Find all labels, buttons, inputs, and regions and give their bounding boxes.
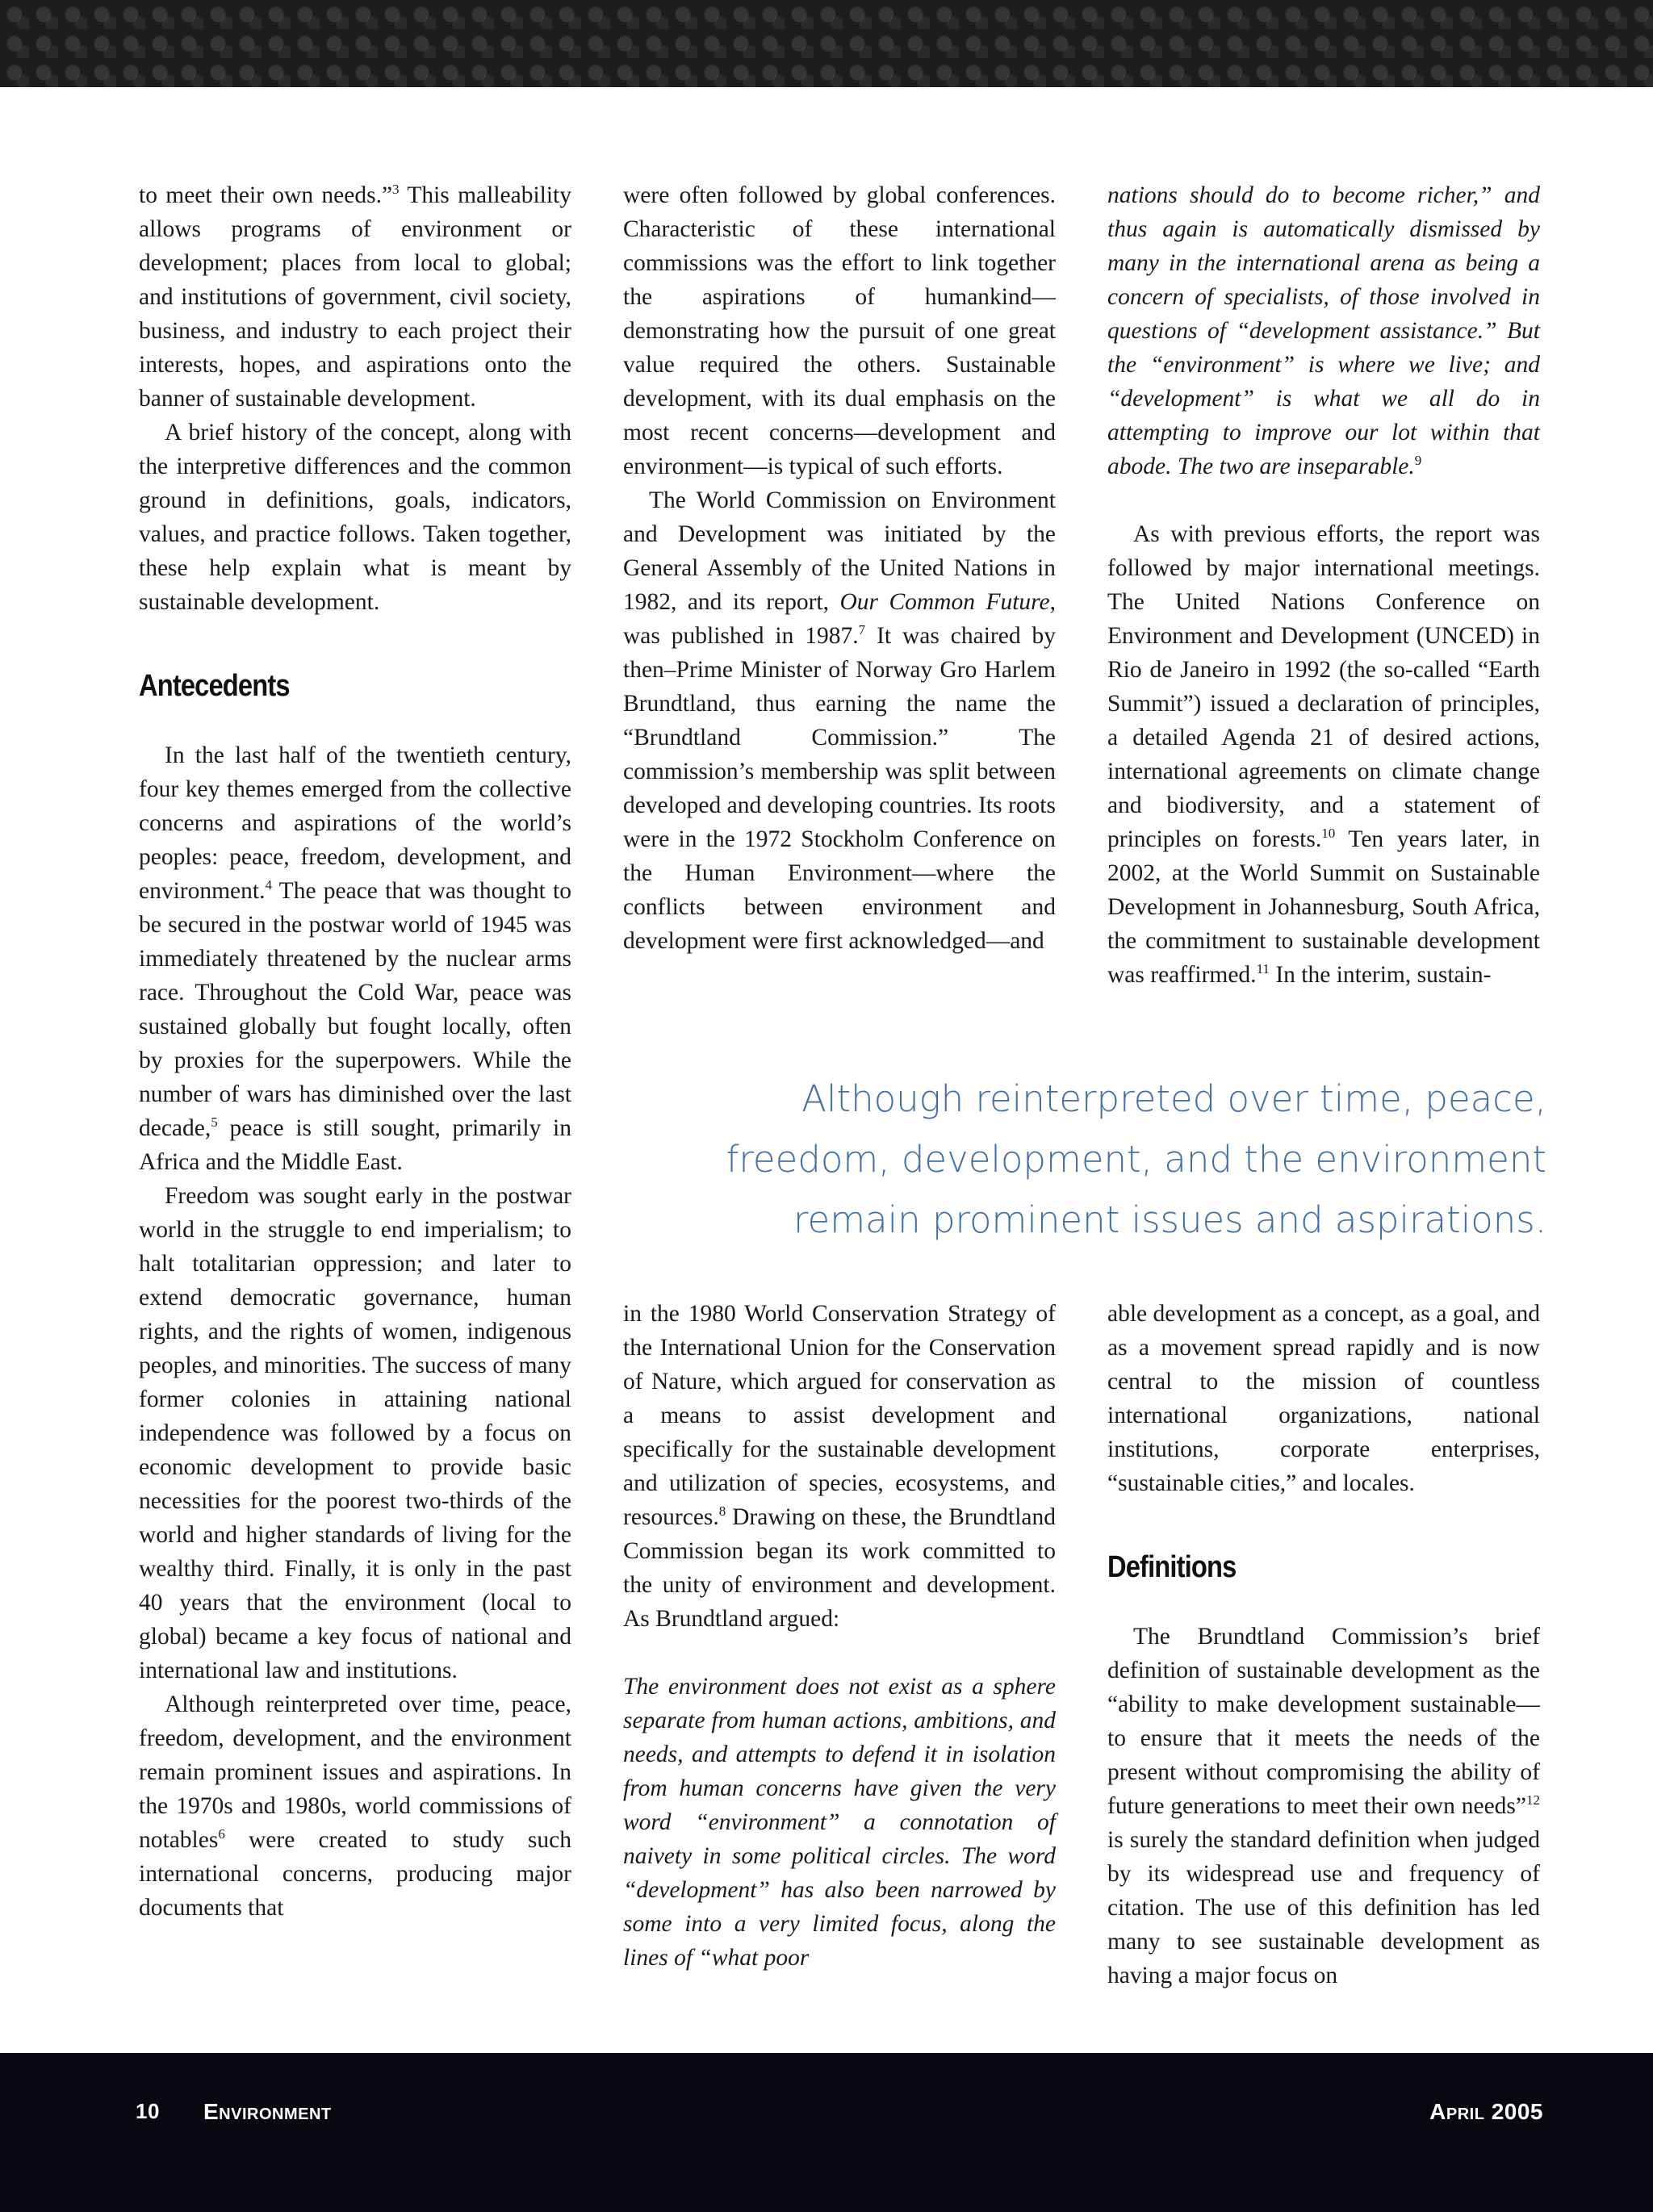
col3-paragraph-2: able development as a concept, as a goal, and as a movement spread rapidly and is now central to the mission of countless international organizations, national institutions, corporate enterprises, “sustainable cities,” and locales.: [1107, 1301, 1540, 1496]
footnote-ref: 5: [211, 1114, 218, 1131]
column-2-lower: [623, 1297, 1056, 1975]
section-heading-antecedents: Antecedents: [139, 669, 290, 703]
page-footer: [0, 2053, 1653, 2212]
pull-quote-line-3: remain prominent issues and aspirations.: [793, 1198, 1546, 1241]
col1-paragraph-3: In the last half of the twentieth century, four key themes emerged from the collective concerns and aspirations of the world’s peoples: peace, freedom, development, and environment.$^4$ The peace that was thought to be secured in the postwar world of 1945 was immediately threatened by the nuclear arms race. Throughout the Cold War, peace was sustained globally but fought locally, often by proxies for the superpowers. While the number of wars has diminished over the last decade,$^5$ peace is still sought, primarily in Africa and the Middle East.: [139, 742, 571, 1175]
footnote-ref: 8: [718, 1503, 726, 1520]
col2-paragraph-1: were often followed by global conferences. Characteristic of these international commissions was the effort to link together the aspirations of humankind—demonstrating how the pursuit of one great value required the others. Sustainable development, with its dual emphasis on the most recent concerns—development and environment—is typical of such efforts.: [623, 182, 1056, 479]
col1-paragraph-1: to meet their own needs.”$^3$ This malleability allows programs of environment or development; places from local to global; and institutions of government, civil society, business, and industry to each project their interests, hopes, and aspirations onto the banner of sustainable development.: [139, 182, 571, 412]
footnote-ref: 10: [1321, 826, 1336, 842]
footnote-ref: 4: [265, 877, 272, 893]
column-1: [139, 178, 571, 1925]
column-3-upper: [1107, 178, 1540, 992]
report-title: Our Common Future: [839, 589, 1050, 615]
col2-paragraph-3: in the 1980 World Conservation Strategy of the International Union for the Conservation of Nature, which argued for conservation as a means to assist development and specifically for the sustainable development and utilization of species, ecosystems, and resources.$^8$ Drawing on these, the Brundtland Commission began its work committed to the unity of environment and development. As Brundtland argued:: [623, 1301, 1056, 1632]
footnote-ref: 3: [392, 182, 400, 198]
footnote-ref: 9: [1414, 453, 1422, 469]
column-3-lower: [1107, 1297, 1540, 1992]
col2-paragraph-2: The World Commission on Environment and Development was initiated by the General Assembly of the United Nations in 1982, and its report, Our Common Future, was published in 1987.$^7$ It was chaired by then–Prime Minister of Norway Gro Harlem Brundtland, thus earning the name the “Brundtland Commission.” The commission’s membership was split between developed and developing countries. Its roots were in the 1972 Stockholm Conference on the Human Environment—where the conflicts between environment and development were first acknowledged—and: [623, 487, 1057, 954]
block-quote-end: nations should do to become richer,” and thus again is automatically dismissed by many in the international arena as being a concern of specialists, of those involved in questions of “development assistance.” But the “environment” is where we live; and “development” is what we all do in attempting to improve our lot within that abode. The two are inseparable.$^9$: [1107, 182, 1540, 479]
footnote-ref: 12: [1526, 1792, 1540, 1808]
col3-paragraph-3: The Brundtland Commission’s brief definition of sustainable development as the “ability to make development sustainable—to ensure that it meets the needs of the present without compromising the ability of future generations to meet their own needs”$^{12}$ is surely the standard definition when judged by its widespread use and frequency of citation. The use of this definition has led many to see sustainable development as having a major focus on: [1107, 1624, 1540, 1988]
magazine-name: Environment: [203, 2099, 332, 2124]
col3-paragraph-1: As with previous efforts, the report was followed by major international meetings. The United Nations Conference on Environment and Development (UNCED) in Rio de Janeiro in 1992 (the so-called “Earth Summit”) issued a declaration of principles, a detailed Agenda 21 of desired actions, international agreements on climate change and biodiversity, and a statement of principles on forests.$^{10}$ Ten years later, in 2002, at the World Summit on Sustainable Development in Johannesburg, South Africa, the commitment to sustainable development was reaffirmed.$^{11}$ In the interim, sustain-: [1107, 521, 1540, 988]
section-heading-definitions: Definitions: [1107, 1550, 1237, 1584]
footnote-ref: 11: [1256, 961, 1270, 977]
page-number: 10: [136, 2099, 160, 2123]
footnote-ref: 6: [218, 1826, 225, 1842]
col1-paragraph-4: Freedom was sought early in the postwar world in the struggle to end imperialism; to halt totalitarian oppression; and later to extend democratic governance, human rights, and the rights of women, indigenous peoples, and minorities. The success of many former colonies in attaining national independence was followed by a focus on economic development to provide basic necessities for the poorest two-thirds of the world and higher standards of living for the wealthy third. Finally, it is only in the past 40 years that the environment (local to global) became a key focus of national and international law and institutions.: [139, 1183, 571, 1683]
col1-paragraph-5: Although reinterpreted over time, peace, freedom, development, and the environment remain prominent issues and aspirations. In the 1970s and 1980s, world commissions of notables$^6$ were created to study such international concerns, producing major documents that: [139, 1691, 571, 1921]
col1-paragraph-2: A brief history of the concept, along with the interpretive differences and the common ground in definitions, goals, indicators, values, and practice follows. Taken together, these help explain what is meant by sustainable development.: [139, 420, 571, 615]
footnote-ref: 7: [858, 622, 866, 638]
block-quote-brundtland: The environment does not exist as a sphere separate from human actions, ambitions, and needs, and attempts to defend it in isolation from human concerns have given the very word “environment” a connotation of naivety in some political circles. The word “development” has also been narrowed by some into a very limited focus, along the lines of “what poor: [623, 1674, 1056, 1971]
pull-quote: [623, 1068, 1546, 1250]
issue-date: April 2005: [1429, 2099, 1543, 2124]
top-pattern-band: [0, 0, 1653, 87]
pull-quote-line-2: freedom, development, and the environment: [726, 1138, 1546, 1181]
pull-quote-line-1: Although reinterpreted over time, peace,: [801, 1077, 1546, 1120]
column-2-upper: [623, 178, 1056, 958]
